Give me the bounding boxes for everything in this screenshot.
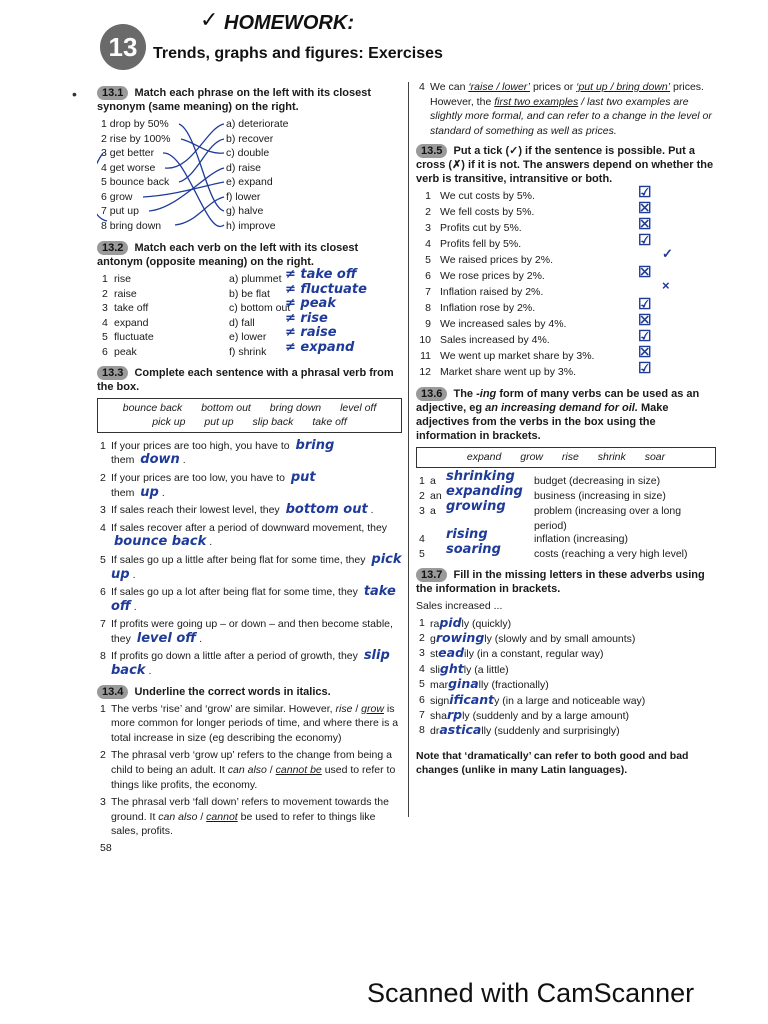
list-item: 3 take off c) bottom out ≠ peak xyxy=(102,296,336,315)
handwritten-answer: pid xyxy=(439,614,462,630)
section-number: 13.3 xyxy=(97,366,128,380)
handwritten-answer: up xyxy=(140,484,159,500)
list-item: 11 We went up market share by 3%. ☒ xyxy=(420,344,652,363)
handwritten-answer: bounce back xyxy=(114,534,207,550)
handwritten-answer: soaring xyxy=(446,541,501,557)
left-column xyxy=(97,80,402,842)
list-item: 6 peak f) shrink ≠ expand xyxy=(102,339,355,358)
word-box xyxy=(97,398,402,433)
list-item: 2 growingly (slowly and by small amounts) xyxy=(419,629,636,645)
page-number: 58 xyxy=(100,842,112,854)
section-instruction: Put a tick (✓) if the sentence is possible. Put a cross (✗) if it is not. The answers depend on whether the verb is transitive, intransitive or both. xyxy=(416,145,714,186)
list-item: 7 Inflation raised by 2%. × xyxy=(425,278,670,299)
handwritten-answer: ≠ take off xyxy=(285,267,357,282)
list-item: 3 If sales reach their lowest level, they bottom out . xyxy=(100,502,374,518)
handwritten-answer: rp xyxy=(446,706,463,722)
section-13-4 xyxy=(97,685,402,839)
right-item: c) double xyxy=(226,147,270,159)
handwritten-answer: ≠ rise xyxy=(285,310,328,326)
cross-icon: × xyxy=(662,278,670,294)
tick-box-icon: ☑ xyxy=(638,328,652,346)
box-word: shrink xyxy=(597,451,626,464)
tick-box-icon: ☑ xyxy=(638,296,652,314)
list-item: 9 We increased sales by 4%. ☒ xyxy=(425,312,652,331)
box-word: pick up xyxy=(152,416,186,429)
list-item: 5 marginally (fractionally) xyxy=(419,676,549,692)
list-item: 1 We cut costs by 5%. ☑ xyxy=(425,184,652,203)
box-word: slip back xyxy=(252,416,294,429)
box-word: put up xyxy=(204,416,234,429)
list-item: 1 The verbs ‘rise’ and ‘grow’ are similar. However, rise / grow is more common for longer periods of time, and where there is a total increase in size (eg describing the economy) xyxy=(100,702,399,744)
list-item: 4 rising inflation (increasing) xyxy=(419,526,628,545)
list-item: 1 rapidly (quickly) xyxy=(419,614,512,630)
handwritten-answer: bottom out xyxy=(285,502,368,518)
cross-box-icon: ☒ xyxy=(638,264,652,282)
list-item: 8 drastically (suddenly and surprisingly) xyxy=(419,722,620,738)
handwritten-answer: level off xyxy=(136,630,197,646)
handwritten-answer: ≠ expand xyxy=(285,339,355,355)
left-item: 8 bring down xyxy=(101,219,162,232)
column-divider xyxy=(408,82,409,817)
handwritten-answer: expanding xyxy=(446,483,523,499)
note-text: Note that ‘dramatically’ can refer to both good and bad changes (unlike in many Latin languages). xyxy=(416,749,689,777)
handwritten-answer: growing xyxy=(446,498,506,514)
section-heading xyxy=(97,366,402,394)
right-item: g) halve xyxy=(226,205,264,217)
list-item: 6 significanty (in a large and noticeable way) xyxy=(419,691,646,707)
tick-box-icon: ☑ xyxy=(638,184,652,202)
cross-box-icon: ☒ xyxy=(638,344,652,362)
page-title: Trends, graphs and figures: Exercises xyxy=(153,45,443,62)
left-item: 3 get better xyxy=(101,147,155,159)
left-item: 1 drop by 50% xyxy=(101,118,169,130)
list-item: 2 If your prices are too low, you have to put them up . xyxy=(100,469,316,500)
match-line xyxy=(163,153,224,227)
list-item: 3 steadily (in a constant, regular way) xyxy=(419,645,604,661)
list-item: 5 We raised prices by 2%. ✓ xyxy=(425,246,673,267)
left-item: 6 grow xyxy=(101,190,133,203)
list-item: 4 If sales recover after a period of downward movement, they bounce back . xyxy=(100,521,388,550)
box-word: expand xyxy=(466,451,502,464)
handwritten-answer: shrinking xyxy=(446,468,515,484)
handwritten-answer: astica xyxy=(439,722,482,738)
left-item: 4 get worse xyxy=(101,161,156,174)
underlined-answer: first two examples xyxy=(494,95,579,108)
right-item: h) improve xyxy=(226,219,276,232)
list-item: 10 Sales increased by 4%. ☑ xyxy=(419,328,652,347)
list-item: 3 The phrasal verb ‘fall down’ refers to movement towards the ground. It can also / cannot be used to refer to things like sales, profits. xyxy=(100,796,389,838)
section-heading xyxy=(416,144,716,186)
handwritten-answer: bring xyxy=(295,437,335,453)
tick-icon: ✓ xyxy=(662,246,673,262)
box-word: rise xyxy=(561,451,579,464)
list-item: 1 a shrinking budget (decreasing in size) xyxy=(419,468,661,487)
underlined-answer: ‘put up / bring down’ xyxy=(576,81,671,93)
right-item: e) expand xyxy=(226,176,273,188)
handwritten-answer: ght xyxy=(439,660,464,676)
list-item: 6 We rose prices by 2%. ☒ xyxy=(425,264,652,283)
tick-box-icon: ☑ xyxy=(638,232,652,250)
section-number: 13.6 xyxy=(416,387,447,401)
handwritten-answer: pick up xyxy=(111,551,402,582)
list-item: 4 Profits fell by 5%. ☑ xyxy=(425,232,652,251)
list-item: 3 a growing problem (increasing over a long period) xyxy=(419,498,682,532)
box-word: bring down xyxy=(269,401,322,414)
tick-box-icon: ☑ xyxy=(638,360,652,378)
check-mark-icon: ✓ xyxy=(200,8,219,33)
matching-exercise xyxy=(97,117,402,235)
left-item: 2 rise by 100% xyxy=(101,132,171,145)
list-item: 1 rise a) plummet ≠ take off xyxy=(102,267,357,285)
match-line xyxy=(179,124,224,211)
box-word: take off xyxy=(312,416,347,429)
section-heading xyxy=(97,685,402,699)
lead-text: Sales increased ... xyxy=(416,599,503,612)
handwritten-answer: ≠ fluctuate xyxy=(285,281,367,297)
underlined-answer: cannot be xyxy=(275,764,322,777)
handwritten-answer: gina xyxy=(448,676,479,692)
section-number: 13.2 xyxy=(97,241,128,255)
section-instruction: Match each verb on the left with its closest antonym (opposite meaning) on the right. xyxy=(97,242,359,268)
section-number: 13.5 xyxy=(416,144,447,158)
list-item: 2 raise b) be flat ≠ fluctuate xyxy=(102,281,367,300)
word-box xyxy=(416,447,716,468)
right-column xyxy=(416,80,716,778)
list-item: 8 If profits go down a little after a period of growth, they slip back . xyxy=(100,648,390,679)
cross-box-icon: ☒ xyxy=(638,200,652,218)
section-13-6 xyxy=(416,387,716,562)
list-item: 4 We can ‘raise / lower’ prices or ‘put up / bring down’ prices. However, the first two examples / last two examples are slightly more formal, and can refer to a change in the level or standard of something as well as prices. xyxy=(419,81,712,137)
list-item: 4 expand d) fall ≠ rise xyxy=(102,310,328,329)
handwritten-answer: ificant xyxy=(449,691,495,707)
list-item: 7 sharply (suddenly and by a large amount) xyxy=(419,706,629,722)
list-item: 5 soaring costs (reaching a very high level) xyxy=(419,541,688,560)
section-number: 13.7 xyxy=(416,568,447,582)
unit-number-badge: 13 xyxy=(100,24,146,70)
section-instruction: Fill in the missing letters in these adverbs using the information in brackets. xyxy=(416,568,705,595)
list-item: 2 We fell costs by 5%. ☒ xyxy=(425,200,652,219)
box-word: level off xyxy=(340,401,377,414)
underlined-answer: cannot xyxy=(206,810,238,823)
list-item: 8 Inflation rose by 2%. ☑ xyxy=(425,296,652,315)
box-word: bottom out xyxy=(201,401,251,414)
section-heading xyxy=(416,568,716,596)
section-heading xyxy=(97,86,402,114)
cross-box-icon: ☒ xyxy=(638,312,652,330)
right-item: a) deteriorate xyxy=(226,118,289,130)
handwritten-answer: down xyxy=(140,452,180,468)
section-heading: 13.6 The -ing form of many verbs can be used as an adjective, eg an increasing demand for oil. Make adjectives from the verbs in the box using the information in brackets. xyxy=(416,388,700,443)
list-item: 2 an expanding business (increasing in size) xyxy=(419,483,666,502)
list-item: 4 slightly (a little) xyxy=(419,660,509,676)
underlined-answer: grow xyxy=(361,702,384,715)
matching-lines xyxy=(97,117,237,235)
scanner-watermark: Scanned with CamScanner xyxy=(367,978,695,1008)
right-item: f) lower xyxy=(226,190,261,203)
list-item: 7 If profits were going up – or down – and then become stable, they level off . xyxy=(100,618,393,646)
handwritten-answer: put xyxy=(290,469,316,485)
match-line xyxy=(165,124,224,168)
handwritten-answer: ead xyxy=(438,645,465,661)
list-item: 12 Market share went up by 3%. ☑ xyxy=(419,360,652,379)
underlined-answer: ‘raise / lower’ xyxy=(468,81,531,93)
handwritten-answer: slip back xyxy=(111,648,390,679)
section-13-3 xyxy=(97,366,402,679)
list-item: 5 fluctuate e) lower ≠ raise xyxy=(102,325,337,344)
section-number: 13.4 xyxy=(97,685,128,699)
left-item: 5 bounce back xyxy=(101,176,170,188)
section-instruction: Complete each sentence with a phrasal verb from the box. xyxy=(97,366,394,393)
list-item: 2 The phrasal verb ‘grow up’ refers to the change from being a child to being an adult. It can also / cannot be used to refer to things like profits, the economy. xyxy=(100,749,396,791)
section-13-2 xyxy=(97,241,402,360)
section-13-1 xyxy=(97,86,402,235)
box-word: grow xyxy=(520,451,543,464)
list-item: 1 If your prices are too high, you have to bring them down . xyxy=(100,437,335,468)
handwritten-answer: rowing xyxy=(435,629,485,645)
homework-heading: HOMEWORK: xyxy=(224,12,354,34)
section-number: 13.1 xyxy=(97,86,128,100)
margin-mark: • xyxy=(72,86,77,102)
handwritten-answer: take off xyxy=(111,584,396,614)
section-13-5 xyxy=(416,144,716,381)
box-word: soar xyxy=(644,451,666,464)
section-instruction: Match each phrase on the left with its closest synonym (same meaning) on the right. xyxy=(97,87,372,113)
section-instruction: Underline the correct words in italics. xyxy=(134,685,331,698)
section-13-7 xyxy=(416,568,716,778)
list-item: 5 If sales go up a little after being flat for some time, they pick up . xyxy=(100,551,402,582)
handwritten-answer: ≠ raise xyxy=(285,325,337,341)
list-item: 6 If sales go up a lot after being flat for some time, they take off . xyxy=(100,584,396,614)
section-heading xyxy=(97,241,402,269)
right-item: d) raise xyxy=(226,161,262,174)
handwritten-answer: rising xyxy=(446,526,488,542)
left-item: 7 put up xyxy=(101,205,139,217)
box-word: bounce back xyxy=(122,401,183,414)
bracket-mark xyxy=(97,153,107,221)
list-item: 3 Profits cut by 5%. ☒ xyxy=(425,216,652,235)
handwritten-answer: ≠ peak xyxy=(285,296,336,312)
right-item: b) recover xyxy=(226,132,274,145)
cross-box-icon: ☒ xyxy=(638,216,652,234)
